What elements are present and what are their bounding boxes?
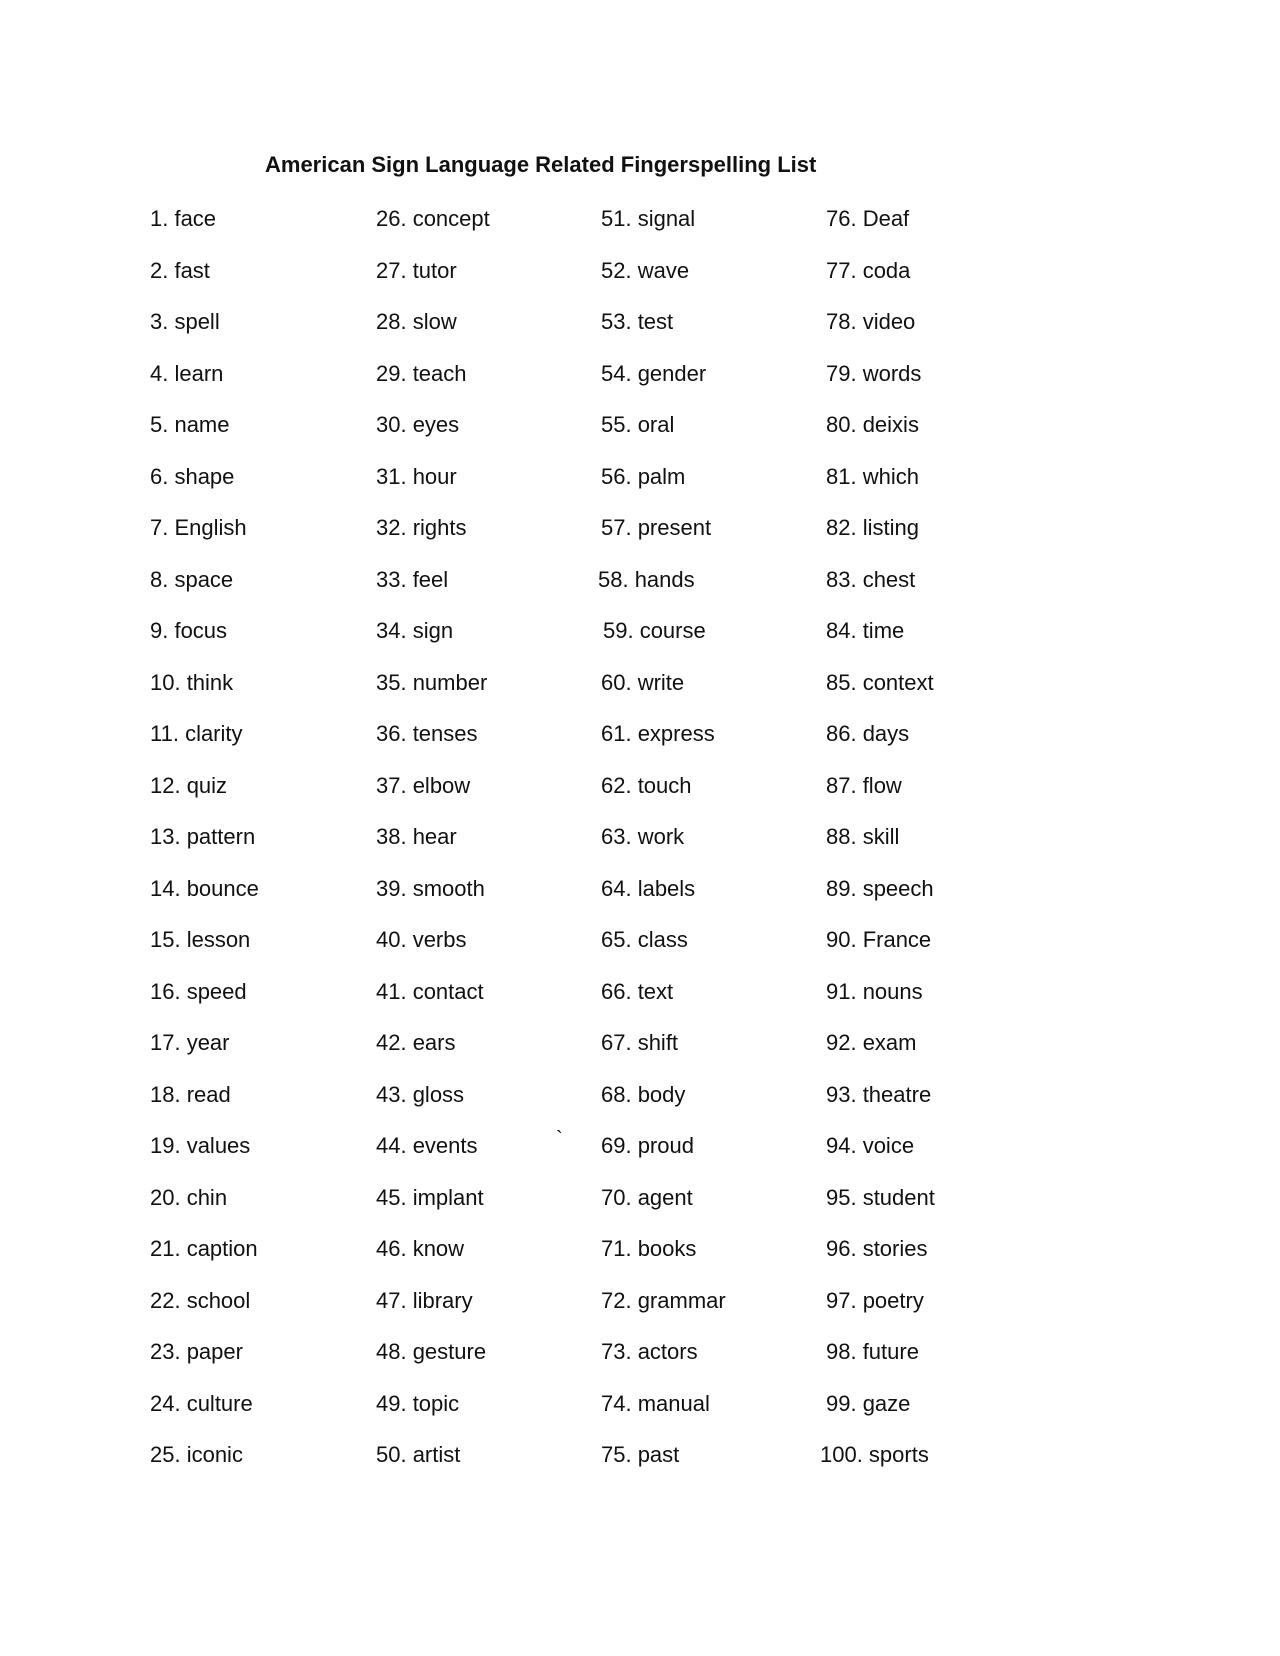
word-list-item: 37. elbow	[376, 772, 471, 798]
word-list-item: 68. body	[601, 1081, 686, 1107]
word-list-item: 33. feel	[376, 566, 449, 592]
word-list-item: 27. tutor	[376, 257, 457, 283]
word-list-item: 67. shift	[601, 1030, 679, 1055]
word-list-item: 32. rights	[376, 515, 467, 540]
word-list-item: 49. topic	[376, 1390, 460, 1416]
word-list-item: 59. course	[603, 618, 706, 643]
word-list-item: 81. which	[826, 463, 919, 489]
word-list-item: 46. know	[376, 1236, 465, 1261]
word-list-item: 41. contact	[376, 978, 484, 1004]
word-list-item: 62. touch	[601, 772, 692, 798]
word-list-item: 98. future	[826, 1339, 919, 1364]
word-list-item: 71. books	[601, 1236, 697, 1261]
word-list-item: 84. time	[826, 618, 905, 643]
word-list-item: 60. write	[601, 669, 685, 695]
word-list-item: 25. iconic	[150, 1442, 243, 1467]
word-list-item: 77. coda	[826, 257, 911, 283]
word-list-item: 58. hands	[598, 566, 695, 592]
word-list-item: 50. artist	[376, 1442, 461, 1467]
word-column-2	[376, 196, 490, 1484]
word-list-item: 45. implant	[376, 1184, 484, 1210]
word-list-item: 10. think	[150, 669, 234, 695]
word-list-item: 51. signal	[601, 206, 696, 231]
word-list-item: 14. bounce	[150, 875, 259, 901]
word-list-item: 9. focus	[150, 618, 228, 643]
page-title: American Sign Language Related Fingerspelling List	[265, 152, 817, 177]
word-list-item: 61. express	[601, 721, 715, 746]
word-list-item: 72. grammar	[601, 1287, 726, 1313]
word-list-item: 13. pattern	[150, 824, 256, 849]
word-list-item: 42. ears	[376, 1030, 456, 1055]
word-list-item: 64. labels	[601, 875, 696, 901]
word-list-item: 86. days	[826, 721, 910, 746]
word-list-item: 20. chin	[150, 1184, 228, 1210]
word-list-item: 85. context	[826, 669, 934, 695]
word-list-item: 12. quiz	[150, 772, 228, 798]
word-list-item: 94. voice	[826, 1133, 915, 1158]
word-list-item: 30. eyes	[376, 412, 460, 437]
word-list-item: 15. lesson	[150, 927, 251, 952]
word-list-item: 22. school	[150, 1287, 251, 1313]
word-list-item: 91. nouns	[826, 978, 923, 1004]
word-list-item: 70. agent	[601, 1184, 693, 1210]
word-list-item: 17. year	[150, 1030, 230, 1055]
word-list-item: 82. listing	[826, 515, 919, 540]
word-list-item: 5. name	[150, 412, 230, 437]
word-list-item: 26. concept	[376, 206, 490, 231]
word-list-item: 24. culture	[150, 1390, 253, 1416]
word-column-1	[150, 196, 259, 1484]
word-list-item: 88. skill	[826, 824, 900, 849]
word-list-item: 1. face	[150, 206, 217, 231]
word-list-item: 16. speed	[150, 978, 247, 1004]
word-list-item: 2. fast	[150, 257, 210, 283]
word-list-item: 19. values	[150, 1133, 251, 1158]
word-list-item: 23. paper	[150, 1339, 243, 1364]
word-list-item: 40. verbs	[376, 927, 467, 952]
word-list-item: 80. deixis	[826, 412, 919, 437]
word-list-item: 78. video	[826, 309, 916, 334]
word-list-item: 4. learn	[150, 360, 224, 386]
word-list-item: 28. slow	[376, 309, 457, 334]
word-list-item: 65. class	[601, 927, 688, 952]
word-list-item: 83. chest	[826, 566, 916, 592]
word-list-item: 96. stories	[826, 1236, 928, 1261]
stray-backtick-mark: `	[556, 1128, 563, 1150]
word-list-item: 38. hear	[376, 824, 457, 849]
word-list-item: 57. present	[601, 515, 712, 540]
word-list-item: 93. theatre	[826, 1081, 932, 1107]
word-list-item: 3. spell	[150, 309, 220, 334]
word-list-item: 39. smooth	[376, 875, 485, 901]
word-list-item: 34. sign	[376, 618, 454, 643]
word-list-item: 73. actors	[601, 1339, 698, 1364]
word-list-item: 43. gloss	[376, 1081, 465, 1107]
word-list-item: 44. events	[376, 1133, 478, 1158]
word-list-item: 56. palm	[601, 463, 686, 489]
word-list-item: 35. number	[376, 669, 488, 695]
word-list-item: 89. speech	[826, 875, 934, 901]
word-list-item: 79. words	[826, 360, 922, 386]
word-list-item: 74. manual	[601, 1390, 710, 1416]
word-list-item: 90. France	[826, 927, 932, 952]
word-list-item: 36. tenses	[376, 721, 478, 746]
word-list-item: 87. flow	[826, 772, 902, 798]
word-list-item: 76. Deaf	[826, 206, 910, 231]
word-list-item: 75. past	[601, 1442, 680, 1467]
word-list-item: 92. exam	[826, 1030, 917, 1055]
word-list-item: 53. test	[601, 309, 674, 334]
word-list-item: 48. gesture	[376, 1339, 487, 1364]
word-list-item: 6. shape	[150, 463, 235, 489]
word-list-item: 100. sports	[820, 1442, 929, 1467]
word-list-item: 97. poetry	[826, 1287, 924, 1313]
word-list-item: 52. wave	[601, 257, 690, 283]
word-list-item: 66. text	[601, 978, 674, 1004]
word-list-item: 7. English	[150, 515, 247, 540]
word-list-item: 18. read	[150, 1081, 231, 1107]
word-list-item: 55. oral	[601, 412, 675, 437]
word-list-item: 99. gaze	[826, 1390, 911, 1416]
word-column-4	[820, 196, 935, 1484]
word-list-item: 95. student	[826, 1184, 935, 1210]
word-list-item: 54. gender	[601, 360, 707, 386]
word-list-item: 8. space	[150, 566, 234, 592]
word-list-item: 29. teach	[376, 360, 467, 386]
word-column-3	[598, 196, 726, 1484]
word-list-item: 47. library	[376, 1287, 473, 1313]
word-list-item: 21. caption	[150, 1236, 258, 1261]
word-list-item: 63. work	[601, 824, 685, 849]
word-list-item: 11. clarity	[150, 721, 243, 746]
word-list-item: 31. hour	[376, 463, 457, 489]
word-list-item: 69. proud	[601, 1133, 694, 1158]
